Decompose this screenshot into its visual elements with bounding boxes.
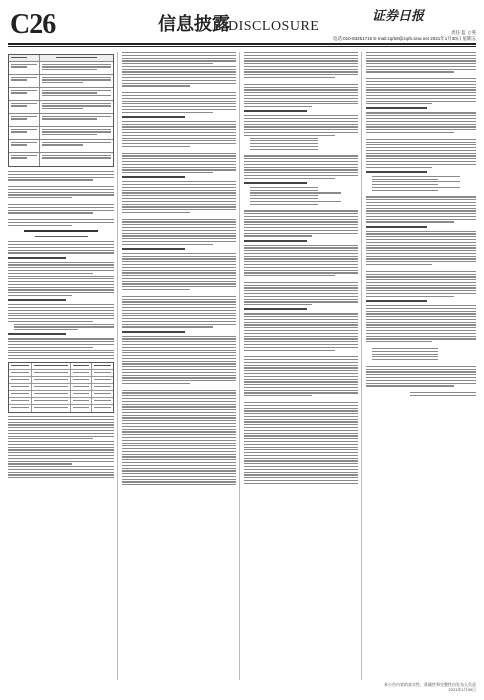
data-table	[8, 362, 114, 413]
announcement-heading	[24, 230, 98, 232]
column-separator	[361, 52, 362, 680]
section-title: 信息披露	[158, 14, 230, 35]
page-number: C26	[10, 9, 56, 40]
column-separator	[117, 52, 118, 680]
masthead-meta-editor: 责任 监 立英	[450, 30, 476, 35]
masthead-meta	[326, 12, 476, 42]
article-column-3	[244, 52, 358, 682]
masthead	[8, 8, 476, 42]
article-column-2	[122, 52, 236, 682]
article-column-1	[8, 52, 114, 682]
newspaper-logo: 证券日报	[371, 9, 424, 24]
footer-disclaimer: 本公告内容的真实性、准确性和完整性由发布人负责	[384, 682, 476, 687]
header-rule-thin	[8, 46, 476, 47]
table-header-row	[9, 55, 113, 62]
header-rule	[8, 43, 476, 45]
masthead-meta-contact: 电话:010-83251716 E-mail:zqrb9@zqrb.sina.net 2021年1月30日 星期五	[332, 36, 476, 41]
column-separator	[239, 52, 240, 680]
section-title-en: DISCLOSURE	[228, 19, 320, 34]
announcement-table	[8, 54, 114, 167]
article-column-4	[366, 52, 476, 682]
footer-date: 2021年1月30日	[448, 687, 476, 692]
footer-note	[366, 682, 476, 692]
